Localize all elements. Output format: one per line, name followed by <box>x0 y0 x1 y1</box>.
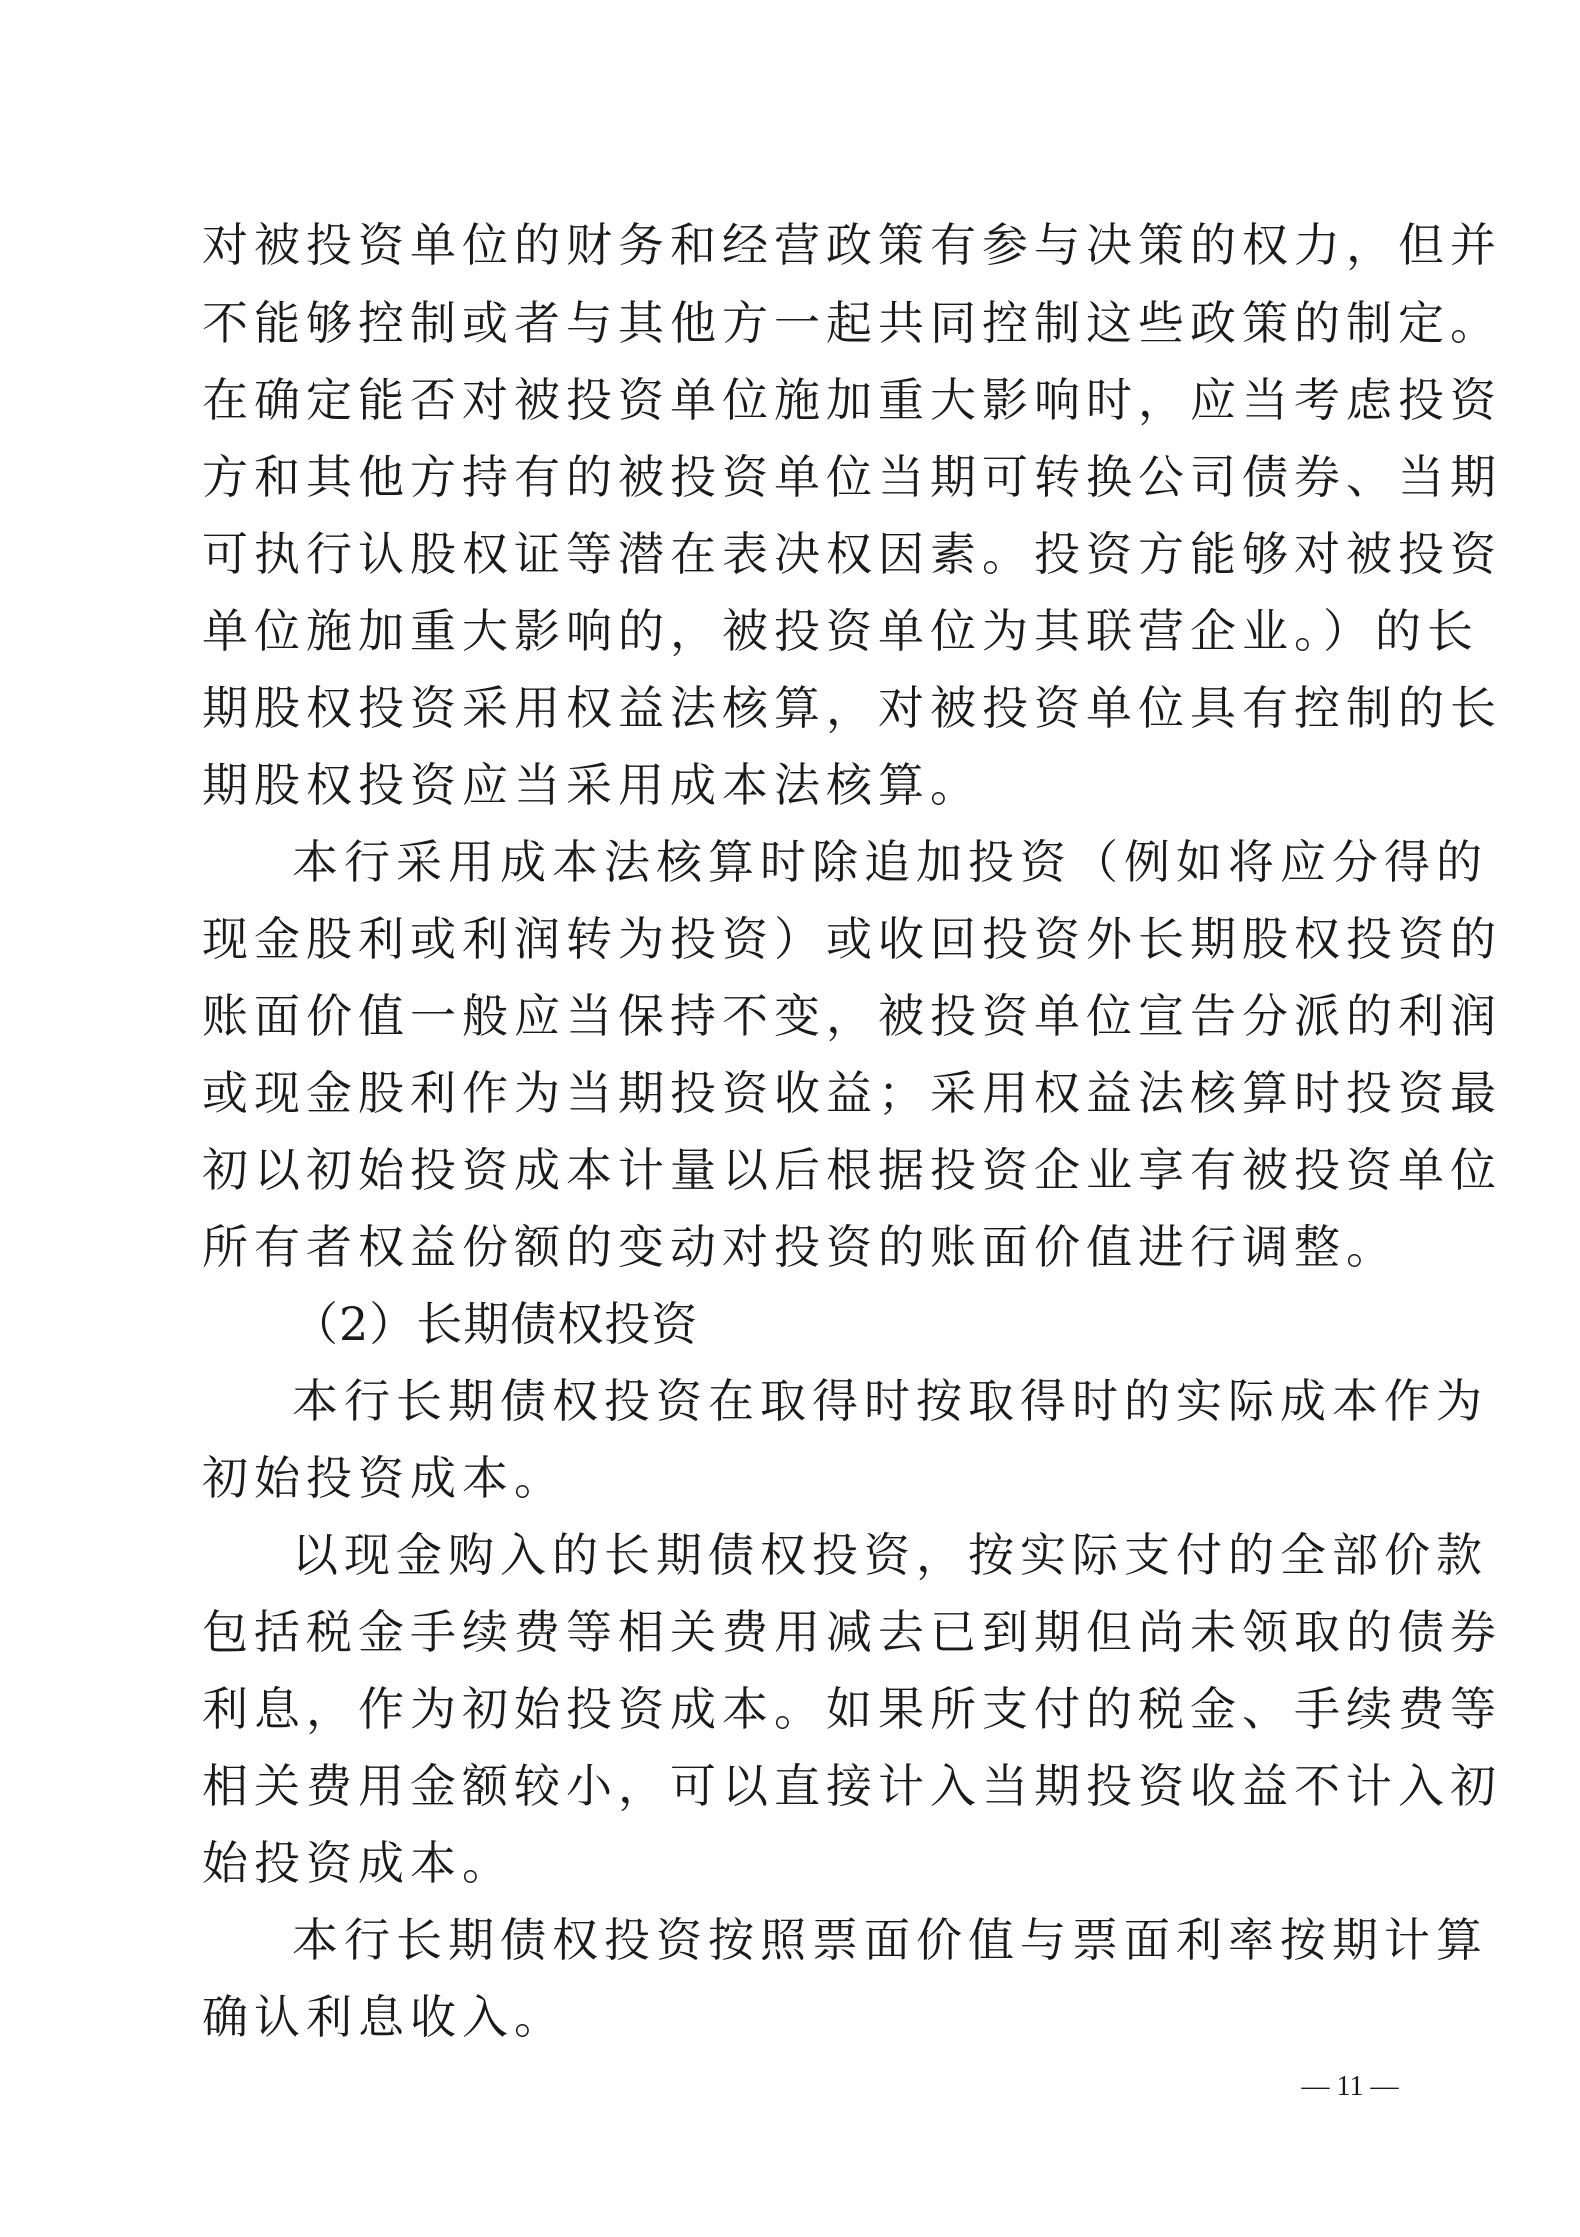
body-text-line: 包括税金手续费等相关费用减去已到期但尚未领取的债券 <box>202 1605 1502 1659</box>
body-text-line: 单位施加重大影响的，被投资单位为其联营企业。）的长 <box>202 604 1479 658</box>
body-text-line: 确认利息收入。 <box>202 1990 566 2044</box>
body-text-line: 账面价值一般应当保持不变，被投资单位宣告分派的利润 <box>202 989 1502 1043</box>
body-text-line: 相关费用金额较小，可以直接计入当期投资收益不计入初 <box>202 1759 1502 1813</box>
body-text-line: 方和其他方持有的被投资单位当期可转换公司债券、当期 <box>202 450 1502 504</box>
paragraph-first-line: 本行长期债权投资在取得时按取得时的实际成本作为 <box>292 1374 1488 1428</box>
body-text-line: 始投资成本。 <box>202 1836 514 1890</box>
section-heading: （2）长期债权投资 <box>292 1297 699 1351</box>
page-number: — 11 — <box>1301 2071 1399 2102</box>
body-text-line: 在确定能否对被投资单位施加重大影响时，应当考虑投资 <box>202 373 1502 427</box>
body-text-line: 初以初始投资成本计量以后根据投资企业享有被投资单位 <box>202 1143 1502 1197</box>
body-text-line: 期股权投资采用权益法核算，对被投资单位具有控制的长 <box>202 681 1502 735</box>
paragraph-first-line: 本行采用成本法核算时除追加投资（例如将应分得的 <box>292 835 1488 889</box>
body-text-line: 所有者权益份额的变动对投资的账面价值进行调整。 <box>202 1220 1398 1274</box>
body-text-line: 期股权投资应当采用成本法核算。 <box>202 758 982 812</box>
body-text-line: 或现金股利作为当期投资收益；采用权益法核算时投资最 <box>202 1066 1502 1120</box>
body-text-line: 不能够控制或者与其他方一起共同控制这些政策的制定。 <box>202 296 1502 350</box>
body-text-line: 利息，作为初始投资成本。如果所支付的税金、手续费等 <box>202 1682 1502 1736</box>
paragraph-first-line: 以现金购入的长期债权投资，按实际支付的全部价款 <box>292 1528 1488 1582</box>
paragraph-first-line: 本行长期债权投资按照票面价值与票面利率按期计算 <box>292 1913 1488 1967</box>
body-text-line: 现金股利或利润转为投资）或收回投资外长期股权投资的 <box>202 912 1502 966</box>
body-text-line: 可执行认股权证等潜在表决权因素。投资方能够对被投资 <box>202 527 1502 581</box>
body-text-line: 初始投资成本。 <box>202 1451 566 1505</box>
body-text-line: 对被投资单位的财务和经营政策有参与决策的权力，但并 <box>202 218 1502 272</box>
